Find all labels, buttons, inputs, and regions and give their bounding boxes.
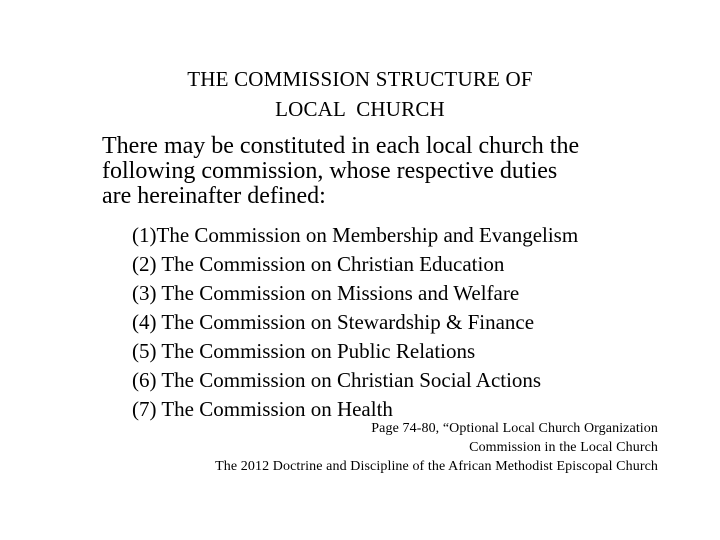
commission-item-health: (7) The Commission on Health <box>132 397 393 421</box>
intro-line-3: are hereinafter defined: <box>102 183 326 209</box>
commission-item-missions-welfare: (3) The Commission on Missions and Welfare <box>132 281 520 305</box>
commission-item-christian-education: (2) The Commission on Christian Education <box>132 252 505 276</box>
slide-title <box>0 64 720 124</box>
intro-line-1: There may be constituted in each local church the <box>102 133 580 159</box>
title-line-1: THE COMMISSION STRUCTURE OF <box>187 67 533 91</box>
commission-item-membership-evangelism: (1)The Commission on Membership and Evangelism <box>132 223 579 247</box>
title-line-2: LOCAL CHURCH <box>275 97 445 121</box>
intro-paragraph <box>102 134 682 209</box>
commission-item-christian-social-actions: (6) The Commission on Christian Social Actions <box>132 368 542 392</box>
intro-line-2: following commission, whose respective duties <box>102 158 558 184</box>
citation-line-1: Page 74-80, “Optional Local Church Organization <box>371 421 658 436</box>
citation-line-3: The 2012 Doctrine and Discipline of the African Methodist Episcopal Church <box>215 459 658 474</box>
commission-list <box>132 221 692 424</box>
citation <box>98 419 658 476</box>
commission-item-stewardship-finance: (4) The Commission on Stewardship & Finance <box>132 310 535 334</box>
citation-line-2: Commission in the Local Church <box>469 440 658 455</box>
commission-item-public-relations: (5) The Commission on Public Relations <box>132 339 476 363</box>
